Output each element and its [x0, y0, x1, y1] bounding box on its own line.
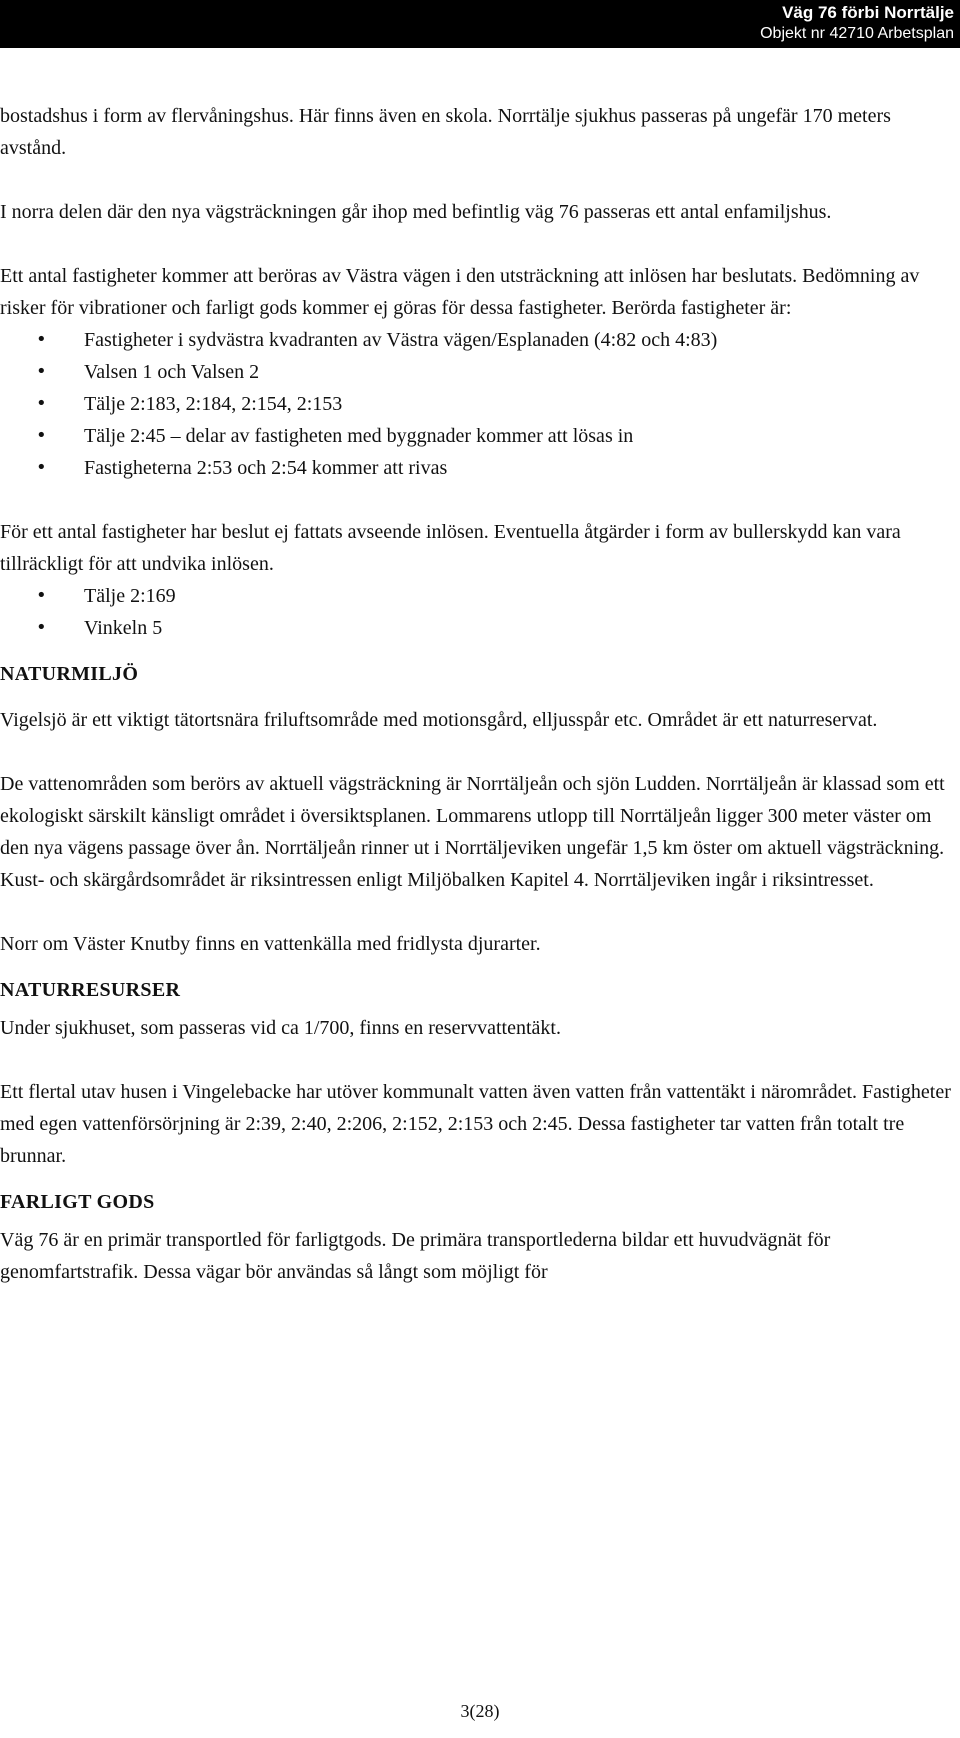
heading-naturmiljo: NATURMILJÖ — [0, 663, 139, 685]
list-item: • Valsen 1 och Valsen 2 — [0, 356, 952, 388]
document-body — [0, 100, 952, 1288]
paragraph-vigelsjo: Vigelsjö är ett viktigt tätortsnära friluftsområde med motionsgård, elljusspår etc. Området är ett naturreservat. — [0, 709, 878, 731]
paragraph-water-areas: De vattenområden som berörs av aktuell vägsträckning är Norrtäljeån och sjön Ludden. Norrtäljeån är klassad som ett ekologiskt särskilt känsligt området i översiktsplanen. Lommarens utlopp till Norrtäljeån ligger 300 meter väster om den nya vägens passage över ån. Norrtäljeån rinner ut i Norrtäljeviken ungefär 1,5 km öster om aktuell vägsträckning. Kust- och skärgårdsområdet är riksintressen enligt Miljöbalken Kapitel 4. Norrtäljeviken ingår i riksintresset. — [0, 773, 945, 891]
header-subtitle: Objekt nr 42710 Arbetsplan — [760, 25, 954, 42]
pending-properties-list — [0, 580, 952, 644]
paragraph-water-source: Norr om Väster Knutby finns en vattenkälla med fridlysta djurarter. — [0, 933, 541, 955]
paragraph-reserve-water: Under sjukhuset, som passeras vid ca 1/700, finns en reservvattentäkt. — [0, 1017, 561, 1039]
header-title: Väg 76 förbi Norrtälje — [782, 3, 954, 22]
paragraph-wells: Ett flertal utav husen i Vingelebacke har utöver kommunalt vatten även vatten från vattentäkt i närområdet. Fastigheter med egen vattenförsörjning är 2:39, 2:40, 2:206, 2:152, 2:153 och 2:45. Dessa fastigheter tar vatten från totalt tre brunnar. — [0, 1081, 951, 1167]
list-item: • Fastigheter i sydvästra kvadranten av Västra vägen/Esplanaden (4:82 och 4:83) — [0, 324, 952, 356]
list-item: • Fastigheterna 2:53 och 2:54 kommer att rivas — [0, 452, 952, 484]
paragraph-dangerous-goods: Väg 76 är en primär transportled för farligtgods. De primära transportlederna bildar ett huvudvägnät för genomfartstrafik. Dessa vägar bör användas så långt som möjligt för — [0, 1229, 831, 1283]
page-number: 3(28) — [460, 1701, 500, 1721]
heading-naturresurser: NATURRESURSER — [0, 979, 181, 1001]
list-item: • Tälje 2:45 – delar av fastigheten med byggnader kommer att lösas in — [0, 420, 952, 452]
affected-properties-list — [0, 324, 952, 484]
page-header — [0, 0, 960, 48]
list-item: • Vinkeln 5 — [0, 612, 952, 644]
heading-farligt-gods: FARLIGT GODS — [0, 1191, 155, 1213]
paragraph-affected-properties: Ett antal fastigheter kommer att beröras av Västra vägen i den utsträckning att inlösen har beslutats. Bedömning av risker för vibrationer och farligt gods kommer ej göras för dessa fastigheter. Berörda fastigheter är: — [0, 265, 920, 319]
paragraph-housing: bostadshus i form av flervåningshus. Här finns även en skola. Norrtälje sjukhus passeras på ungefär 170 meters avstånd. — [0, 105, 891, 159]
list-item: • Tälje 2:169 — [0, 580, 952, 612]
paragraph-north-section: I norra delen där den nya vägsträckningen går ihop med befintlig väg 76 passeras ett antal enfamiljshus. — [0, 201, 832, 223]
list-item: • Tälje 2:183, 2:184, 2:154, 2:153 — [0, 388, 952, 420]
paragraph-pending-decisions: För ett antal fastigheter har beslut ej fattats avseende inlösen. Eventuella åtgärder i form av bullerskydd kan vara tillräckligt för att undvika inlösen. — [0, 521, 901, 575]
